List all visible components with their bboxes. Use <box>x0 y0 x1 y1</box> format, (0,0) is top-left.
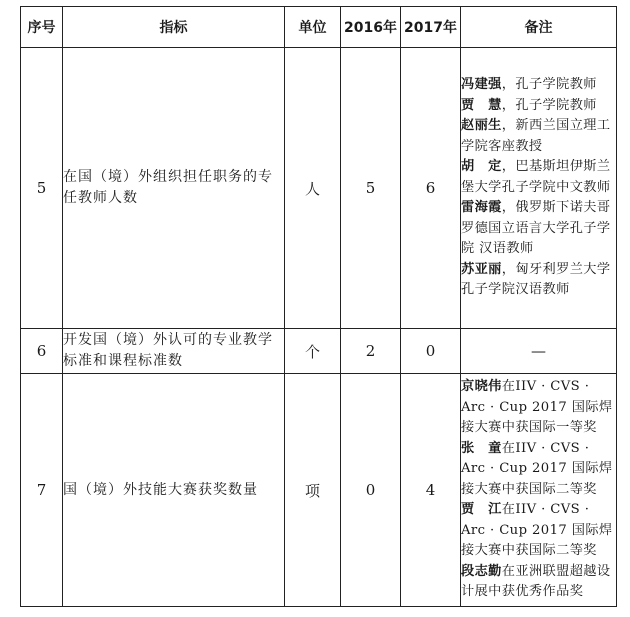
remark-text: ，俄罗斯下诺夫哥罗德国立语言大学孔子学院 汉语教师 <box>461 200 611 257</box>
row-remark <box>461 48 617 329</box>
remark-entry <box>461 439 616 501</box>
row-2017: 0 <box>401 329 461 374</box>
remark-entry <box>461 260 616 301</box>
remark-entry <box>461 96 616 117</box>
header-2016: 2016年 <box>341 7 401 48</box>
remark-name: 冯建强 <box>461 77 502 93</box>
remark-text: ，新西兰国立理工学院客座教授 <box>461 118 611 154</box>
header-indicator: 指标 <box>63 7 285 48</box>
row-2017: 6 <box>401 48 461 329</box>
remark-name: 胡 定 <box>461 159 502 175</box>
row-seq: 6 <box>21 329 63 374</box>
row-seq: 5 <box>21 48 63 329</box>
row-2016: 0 <box>341 374 401 607</box>
row-indicator: 开发国（境）外认可的专业教学标准和课程标准数 <box>63 329 285 374</box>
header-2017: 2017年 <box>401 7 461 48</box>
header-remark: 备注 <box>461 7 617 48</box>
remark-text: ，巴基斯坦伊斯兰堡大学孔子学院中文教师 <box>461 159 611 195</box>
remark-text: ，孔子学院教师 <box>501 77 597 93</box>
row-unit: 个 <box>285 329 341 374</box>
row-2016: 5 <box>341 48 401 329</box>
remark-text: ，匈牙利罗兰大学孔子学院汉语教师 <box>461 261 611 298</box>
remark-entry <box>461 116 616 157</box>
row-indicator: 在国（境）外组织担任职务的专任教师人数 <box>63 48 285 329</box>
remark-text: 在IIV · CVS · Arc · Cup 2017 国际焊接大赛中获国际二等奖 <box>461 440 613 497</box>
remark-name: 雷海霞 <box>461 200 502 216</box>
table-row <box>21 374 617 607</box>
remark-entry <box>461 377 616 439</box>
indicator-table <box>20 6 617 607</box>
remark-name: 苏亚丽 <box>461 261 502 277</box>
header-seq: 序号 <box>21 7 63 48</box>
remark-text: 在IIV · CVS · Arc · Cup 2017 国际焊接大赛中获国际一等奖 <box>461 379 613 436</box>
table-row <box>21 48 617 329</box>
remark-entry <box>461 500 616 562</box>
remark-entry <box>461 562 616 603</box>
row-remark: — <box>461 329 617 374</box>
row-seq: 7 <box>21 374 63 607</box>
remark-entry <box>461 75 616 96</box>
row-indicator: 国（境）外技能大赛获奖数量 <box>63 374 285 607</box>
remark-name: 贾 慧 <box>461 97 502 113</box>
remark-text: ，孔子学院教师 <box>501 97 597 113</box>
remark-text: 在IIV · CVS · Arc · Cup 2017 国际焊接大赛中获国际二等奖 <box>461 502 613 559</box>
remark-entry <box>461 198 616 260</box>
row-unit: 项 <box>285 374 341 607</box>
remark-name: 段志勤 <box>461 563 502 579</box>
remark-entry <box>461 157 616 198</box>
header-unit: 单位 <box>285 7 341 48</box>
remark-name: 赵丽生 <box>461 118 502 134</box>
remark-name: 京晓伟 <box>461 379 502 395</box>
remark-name: 贾 江 <box>461 502 502 518</box>
row-remark <box>461 374 617 607</box>
remark-name: 张 童 <box>461 440 502 456</box>
row-unit: 人 <box>285 48 341 329</box>
row-2016: 2 <box>341 329 401 374</box>
table-row <box>21 329 617 374</box>
table-header-row <box>21 7 617 48</box>
row-2017: 4 <box>401 374 461 607</box>
remark-text: 在亚洲联盟超越设计展中获优秀作品奖 <box>461 563 611 600</box>
